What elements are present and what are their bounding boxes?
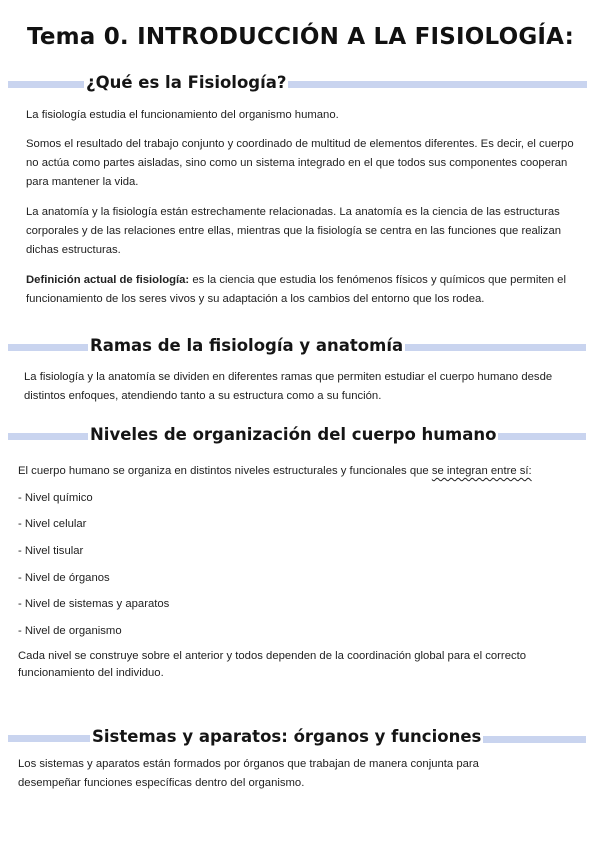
paragraph-current-definition <box>26 271 576 309</box>
paragraph-niveles-outro: Cada nivel se construye sobre el anterior y todos dependen de la coordinación global para el correcto funcionamiento del individuo. <box>18 650 527 679</box>
list-item: - Nivel de organismo <box>18 625 122 637</box>
paragraph-sistemas: Los sistemas y aparatos están formados por órganos que trabajan de manera conjunta para desempeñar funciones específicas dentro del organismo. <box>18 758 479 789</box>
heading-bar-right <box>402 344 586 351</box>
list-item: - Nivel celular <box>18 518 87 530</box>
page-title: Tema 0. INTRODUCCIÓN A LA FISIOLOGÍA: <box>27 24 574 50</box>
definition-term: Definición actual de fisiología: <box>26 274 190 286</box>
heading-bar-left <box>8 433 92 440</box>
heading-bar-right <box>280 81 587 88</box>
list-item: - Nivel de órganos <box>18 572 110 584</box>
list-item: - Nivel de sistemas y aparatos <box>18 598 170 610</box>
paragraph-niveles-intro <box>18 462 588 481</box>
section-heading-que-es: ¿Qué es la Fisiología? <box>86 73 287 92</box>
paragraph-definition: La fisiología estudia el funcionamiento del organismo humano. <box>26 109 339 121</box>
paragraph-integrated-system: Somos el resultado del trabajo conjunto y coordinado de multitud de elementos diferentes. Es decir, el cuerpo no actúa como partes aisladas, sino como un sistema integrado en el que todos sus componentes cooperan para mantener la vida. <box>26 138 574 188</box>
section-heading-ramas: Ramas de la fisiología y anatomía <box>90 336 404 355</box>
list-item: - Nivel tisular <box>18 545 84 557</box>
heading-bar-left <box>8 344 92 351</box>
list-item: - Nivel químico <box>18 492 93 504</box>
paragraph-ramas: La fisiología y la anatomía se dividen en diferentes ramas que permiten estudiar el cuerpo humano desde distintos enfoques, atendiendo tanto a su estructura como a su función. <box>24 371 553 402</box>
heading-bar-left <box>8 735 94 742</box>
section-heading-niveles: Niveles de organización del cuerpo humano <box>90 425 497 444</box>
heading-bar-right <box>466 736 586 743</box>
paragraph-anatomy-physiology: La anatomía y la fisiología están estrechamente relacionadas. La anatomía es la ciencia de las estructuras corporales y de las relaciones entre ellas, mientras que la fisiología se centra en las funciones que realizan dichas estructuras. <box>26 206 562 256</box>
section-heading-sistemas: Sistemas y aparatos: órganos y funciones <box>92 727 482 746</box>
niveles-intro-underlined: se integran entre sí: <box>431 465 532 477</box>
definition-text: es la ciencia que estudia los fenómenos físicos y químicos que permiten el funcionamiento de los seres vivos y su adaptación a los cambios del entorno que los rodea. <box>26 274 566 305</box>
heading-bar-left <box>8 81 88 88</box>
niveles-intro-text: El cuerpo humano se organiza en distintos niveles estructurales y funcionales que <box>18 465 432 477</box>
